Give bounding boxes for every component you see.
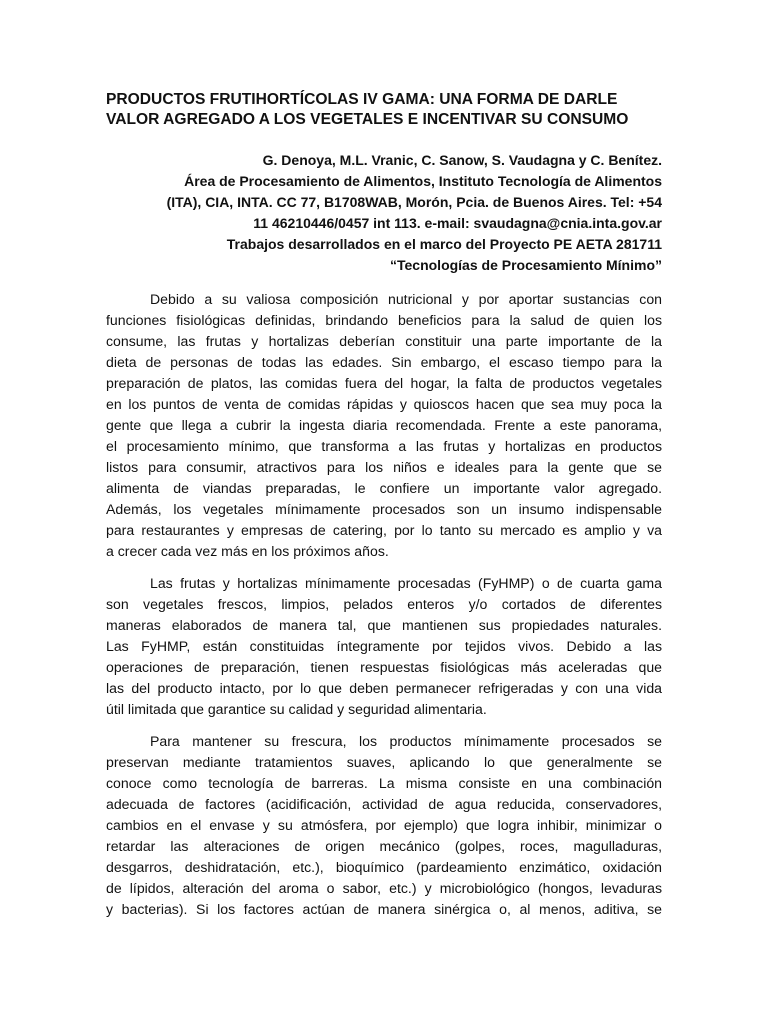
paragraph-line: el procesamiento mínimo, que transforma a las frutas y hortalizas en productos: [106, 438, 662, 454]
paragraph-line: a crecer cada vez más en los próximos años.: [106, 543, 389, 559]
paragraph-line: consume, las frutas y hortalizas deberían constituir una parte importante de la: [106, 333, 662, 349]
paragraph-line: preparación de platos, las comidas fuera del hogar, la falta de productos vegetales: [106, 375, 662, 391]
paragraph: [106, 289, 662, 562]
paragraph-line: las del producto intacto, por lo que deben permanecer refrigeradas y con una vida: [106, 680, 662, 696]
paragraph-line: Las frutas y hortalizas mínimamente procesadas (FyHMP) o de cuarta gama: [150, 575, 662, 591]
document-title: [106, 90, 662, 130]
paragraph-line: en los puntos de venta de comidas rápidas y quioscos hacen que sea muy poca la: [106, 396, 662, 412]
paragraph-line: Las FyHMP, están constituidas íntegramente por tejidos vivos. Debido a las: [106, 638, 662, 654]
paragraph-line: operaciones de preparación, tienen respuestas fisiológicas más aceleradas que: [106, 659, 662, 675]
paragraph-line: Debido a su valiosa composición nutricional y por aportar sustancias con: [150, 291, 662, 307]
paragraph-line: y bacterias). Si los factores actúan de manera sinérgica o, al menos, aditiva, se: [106, 901, 662, 917]
paragraph-line: listos para consumir, atractivos para los niños e ideales para la gente que se: [106, 459, 662, 475]
paragraph-line: desgarros, deshidratación, etc.), bioquímico (pardeamiento enzimático, oxidación: [106, 859, 662, 875]
paragraph-line: adecuada de factores (acidificación, actividad de agua reducida, conservadores,: [106, 796, 662, 812]
paragraph-line: son vegetales frescos, limpios, pelados enteros y/o cortados de diferentes: [106, 596, 662, 612]
paragraph-line: retardar las alteraciones de origen mecánico (golpes, roces, magulladuras,: [106, 838, 662, 854]
title-line: VALOR AGREGADO A LOS VEGETALES E INCENTIVAR SU CONSUMO: [106, 111, 629, 128]
paragraph-line: preservan mediante tratamientos suaves, aplicando lo que generalmente se: [106, 754, 662, 770]
author-block: [106, 150, 662, 276]
author-affiliation: Área de Procesamiento de Alimentos, Instituto Tecnología de Alimentos: [184, 173, 662, 189]
paragraph-line: maneras elaborados de manera tal, que mantienen sus propiedades naturales.: [106, 617, 662, 633]
paragraph-line: de lípidos, alteración del aroma o sabor, etc.) y microbiológico (hongos, levaduras: [106, 880, 662, 896]
project-note: Trabajos desarrollados en el marco del Proyecto PE AETA 281711: [226, 236, 662, 252]
paragraph-line: para restaurantes y empresas de catering, por lo tanto su mercado es amplio y va: [106, 522, 662, 538]
author-names: G. Denoya, M.L. Vranic, C. Sanow, S. Vaudagna y C. Benítez.: [262, 152, 662, 168]
paragraph-line: Además, los vegetales mínimamente procesados son un insumo indispensable: [106, 501, 662, 517]
author-affiliation: (ITA), CIA, INTA. CC 77, B1708WAB, Morón, Pcia. de Buenos Aires. Tel: +54: [166, 194, 662, 210]
paragraph-line: conoce como tecnología de barreras. La misma consiste en una combinación: [106, 775, 662, 791]
paragraph-line: dieta de personas de todas las edades. Sin embargo, el escaso tiempo para la: [106, 354, 662, 370]
project-note: “Tecnologías de Procesamiento Mínimo”: [389, 257, 662, 273]
paragraph-line: cambios en el envase y su atmósfera, por ejemplo) que logra inhibir, minimizar o: [106, 817, 662, 833]
paragraph-line: gente que llega a cubrir la ingesta diaria recomendada. Frente a este panorama,: [106, 417, 662, 433]
paragraph-line: funciones fisiológicas definidas, brindando beneficios para la salud de quien los: [106, 312, 662, 328]
title-line: PRODUCTOS FRUTIHORTÍCOLAS IV GAMA: UNA FORMA DE DARLE: [106, 91, 618, 108]
author-contact: 11 46210446/0457 int 113. e-mail: svaudagna@cnia.inta.gov.ar: [253, 215, 662, 231]
paragraph: [106, 573, 662, 720]
paragraph-line: alimenta de viandas preparadas, le confiere un importante valor agregado.: [106, 480, 662, 496]
paragraph: [106, 731, 662, 920]
document-page: [106, 90, 662, 931]
paragraph-line: Para mantener su frescura, los productos mínimamente procesados se: [150, 733, 662, 749]
paragraph-line: útil limitada que garantice su calidad y seguridad alimentaria.: [106, 701, 487, 717]
body-text: [106, 289, 662, 920]
